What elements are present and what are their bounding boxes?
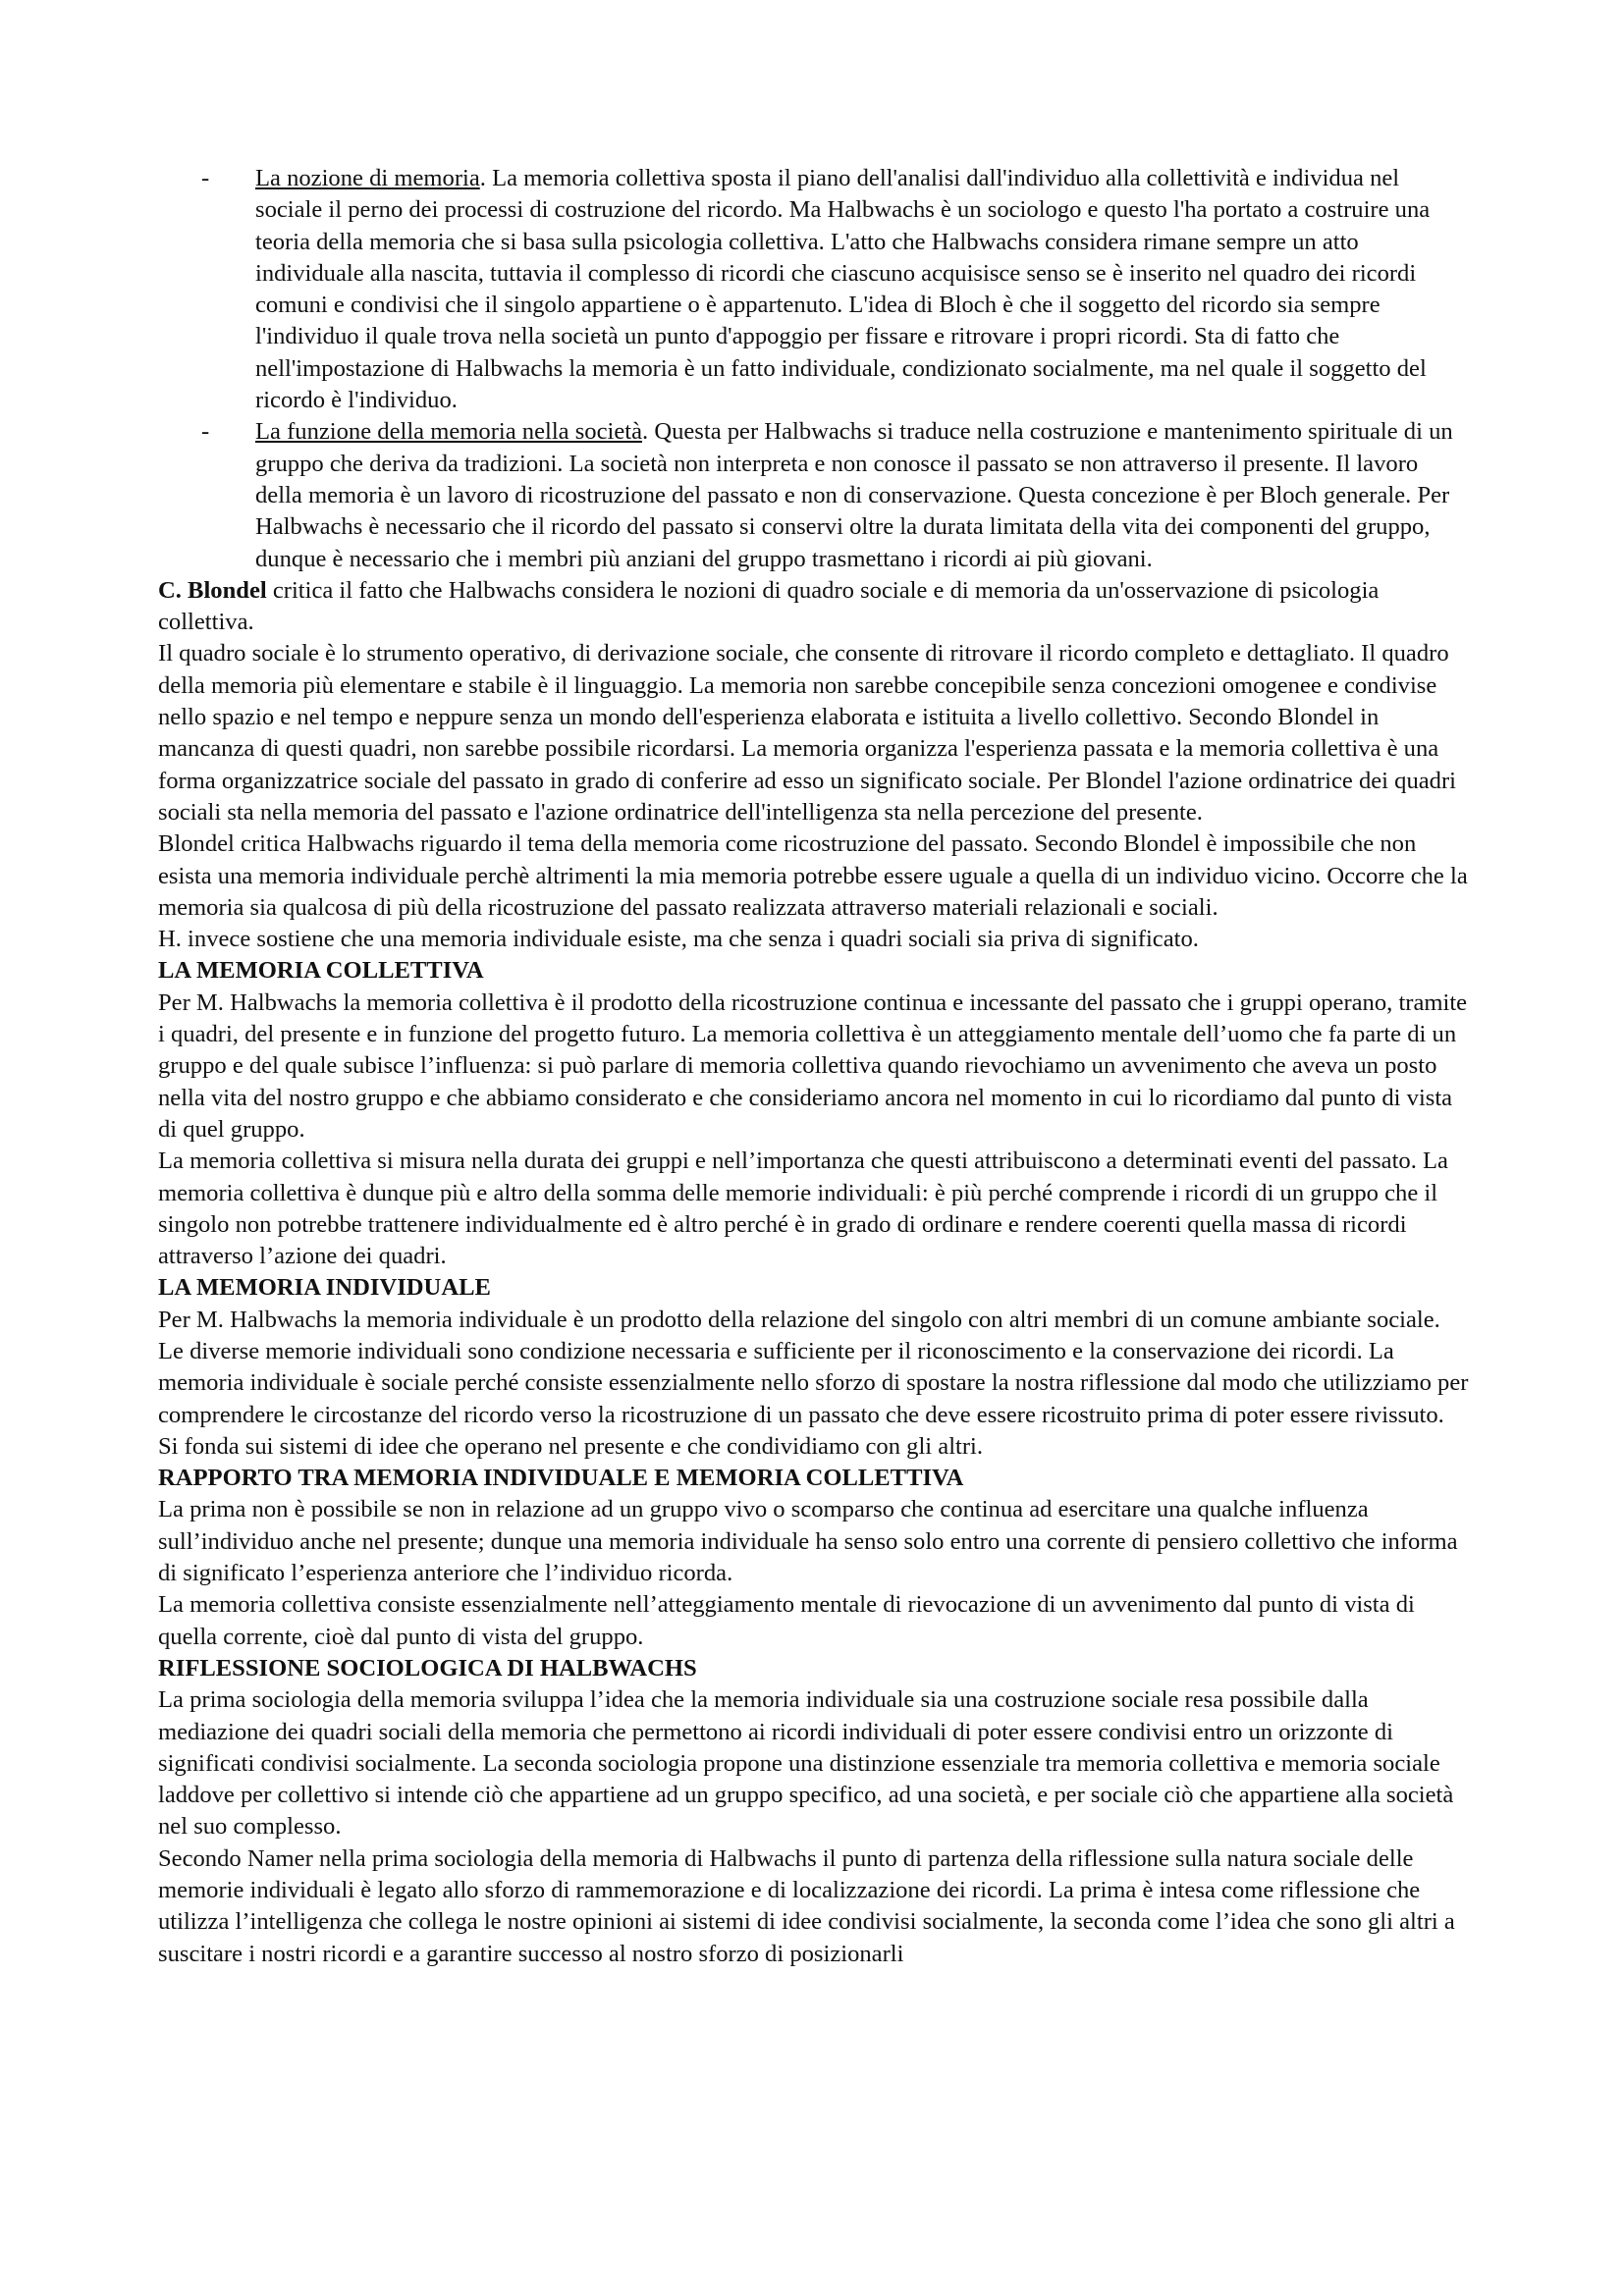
section-heading-memoria-individuale: LA MEMORIA INDIVIDUALE (158, 1274, 491, 1302)
bullet-dash: - (201, 418, 210, 446)
bullet-title: La funzione della memoria nella società (255, 418, 643, 446)
bullet-body: . Questa per Halbwachs si traduce nella costruzione e mantenimento spirituale di un gruppo che deriva da tradizioni. La società non interpreta e non conosce il passato se non attraverso il presente. Il lavoro della memoria è un lavoro di ricostruzione del passato e non di conservazione. Questa concezione è per Bloch generale. Per Halbwachs è necessario che il ricordo del passato si conservi oltre la durata limitata della vita dei componenti del gruppo, dunque è necessario che i membri più anziani del gruppo trasmettano i ricordi ai più giovani. (255, 418, 1453, 572)
document-body (158, 163, 1469, 1970)
section-paragraph: La prima sociologia della memoria sviluppa l’idea che la memoria individuale sia una costruzione sociale resa possibile dalla mediazione dei quadri sociali della memoria che permettono ai ricordi individuali di poter essere condivisi entro un orizzonte di significati condivisi socialmente. La seconda sociologia propone una distinzione essenziale tra memoria collettiva e memoria sociale laddove per collettivo si intende ciò che appartiene ad un gruppo specifico, ad una società, e per sociale ciò che appartiene alla società nel suo complesso. (158, 1686, 1454, 1841)
bullet-text (255, 163, 1469, 416)
bullet-dash: - (201, 165, 210, 191)
blondel-paragraph: Il quadro sociale è lo strumento operativo, di derivazione sociale, che consente di ritrovare il ricordo completo e dettagliato. Il quadro della memoria più elementare e stabile è il linguaggio. La memoria non sarebbe concepibile senza concezioni omogenee e condivise nello spazio e nel tempo e neppure senza un mondo dell'esperienza elaborata e istituita a livello collettivo. Secondo Blondel in mancanza di questi quadri, non sarebbe possibile ricordarsi. La memoria organizza l'esperienza passata e la memoria collettiva è una forma organizzatrice sociale del passato in grado di conferire ad esso un significato sociale. Per Blondel l'azione ordinatrice dei quadri sociali sta nella memoria del passato e l'azione ordinatrice dell'intelligenza sta nella percezione del presente. (158, 640, 1456, 826)
bullet-title: La nozione di memoria (255, 165, 480, 191)
blondel-intro-text: critica il fatto che Halbwachs considera le nozioni di quadro sociale e di memoria da un'osservazione di psicologia collettiva. (158, 576, 1380, 636)
section-paragraph: La memoria collettiva si misura nella durata dei gruppi e nell’importanza che questi attribuiscono a determinati eventi del passato. La memoria collettiva è dunque più e altro della somma delle memorie individuali: è più perché comprende i ricordi di un gruppo che il singolo non potrebbe trattenere individualmente ed è altro perché è in grado di ordinare e rendere coerenti quella massa di ricordi attraverso l’azione dei quadri. (158, 1148, 1448, 1270)
section-paragraph: La memoria collettiva consiste essenzialmente nell’atteggiamento mentale di rievocazione di un avvenimento dal punto di vista di quella corrente, cioè dal punto di vista del gruppo. (158, 1591, 1415, 1650)
section-paragraph: Per M. Halbwachs la memoria individuale è un prodotto della relazione del singolo con altri membri di un comune ambiante sociale. Le diverse memorie individuali sono condizione necessaria e sufficiente per il riconoscimento e la conservazione dei ricordi. La memoria individuale è sociale perché consiste essenzialmente nello sforzo di spostare la nostra riflessione dal modo che utilizziamo per comprendere le circostanze del ricordo verso la ricostruzione di un passato che deve essere ricostruito prima di poter essere rivissuto. Si fonda sui sistemi di idee che operano nel presente e che condividiamo con gli altri. (158, 1306, 1469, 1460)
blondel-intro-paragraph (158, 575, 1469, 639)
blondel-name: C. Blondel (158, 576, 267, 604)
bullet-item-funzione (158, 416, 1469, 574)
bullet-body: . La memoria collettiva sposta il piano dell'analisi dall'individuo alla collettività e individua nel sociale il perno dei processi di costruzione del ricordo. Ma Halbwachs è un sociologo e questo l'ha portato a costruire una teoria della memoria che si basa sulla psicologia collettiva. L'atto che Halbwachs considera rimane sempre un atto individuale alla nascita, tuttavia il complesso di ricordi che ciascuno acquisisce senso se è inserito nel quadro dei ricordi comuni e condivisi che il singolo appartiene o è appartenuto. L'idea di Bloch è che il soggetto del ricordo sia sempre l'individuo il quale trova nella società un punto d'appoggio per fissare e ritrovare i propri ricordi. Sta di fatto che nell'impostazione di Halbwachs la memoria è un fatto individuale, condizionato socialmente, ma nel quale il soggetto del ricordo è l'individuo. (255, 165, 1431, 414)
section-heading-riflessione: RIFLESSIONE SOCIOLOGICA DI HALBWACHS (158, 1654, 697, 1682)
bullet-item-nozione (158, 163, 1469, 416)
blondel-paragraph: Blondel critica Halbwachs riguardo il tema della memoria come ricostruzione del passato. Secondo Blondel è impossibile che non esista una memoria individuale perchè altrimenti la mia memoria potrebbe essere uguale a quella di un individuo vicino. Occorre che la memoria sia qualcosa di più della ricostruzione del passato realizzata attraverso materiali relazionali e sociali. (158, 830, 1468, 921)
section-paragraph: Per M. Halbwachs la memoria collettiva è il prodotto della ricostruzione continua e incessante del passato che i gruppi operano, tramite i quadri, del presente e in funzione del progetto futuro. La memoria collettiva è un atteggiamento mentale dell’uomo che fa parte di un gruppo e del quale subisce l’influenza: si può parlare di memoria collettiva quando rievochiamo un avvenimento che aveva un posto nella vita del nostro gruppo e che abbiamo considerato e che consideriamo ancora nel momento in cui lo ricordiamo dal punto di vista di quel gruppo. (158, 988, 1468, 1143)
blondel-paragraph: H. invece sostiene che una memoria individuale esiste, ma che senza i quadri sociali sia priva di significato. (158, 926, 1199, 953)
section-heading-memoria-collettiva: LA MEMORIA COLLETTIVA (158, 957, 484, 985)
section-heading-rapporto: RAPPORTO TRA MEMORIA INDIVIDUALE E MEMORIA COLLETTIVA (158, 1465, 964, 1492)
bullet-text (255, 416, 1469, 574)
section-paragraph: La prima non è possibile se non in relazione ad un gruppo vivo o scomparso che continua ad esercitare una qualche influenza sull’individuo anche nel presente; dunque una memoria individuale ha senso solo entro una corrente di pensiero collettivo che informa di significato l’esperienza anteriore che l’individuo ricorda. (158, 1496, 1458, 1587)
section-paragraph: Secondo Namer nella prima sociologia della memoria di Halbwachs il punto di partenza della riflessione sulla natura sociale delle memorie individuali è legato allo sforzo di rammemorazione e di localizzazione dei ricordi. La prima è intesa come riflessione che utilizza l’intelligenza che collega le nostre opinioni ai sistemi di idee condivisi socialmente, la seconda come l’idea che sono gli altri a suscitare i nostri ricordi e a garantire successo al nostro sforzo di posizionarli (158, 1844, 1455, 1967)
